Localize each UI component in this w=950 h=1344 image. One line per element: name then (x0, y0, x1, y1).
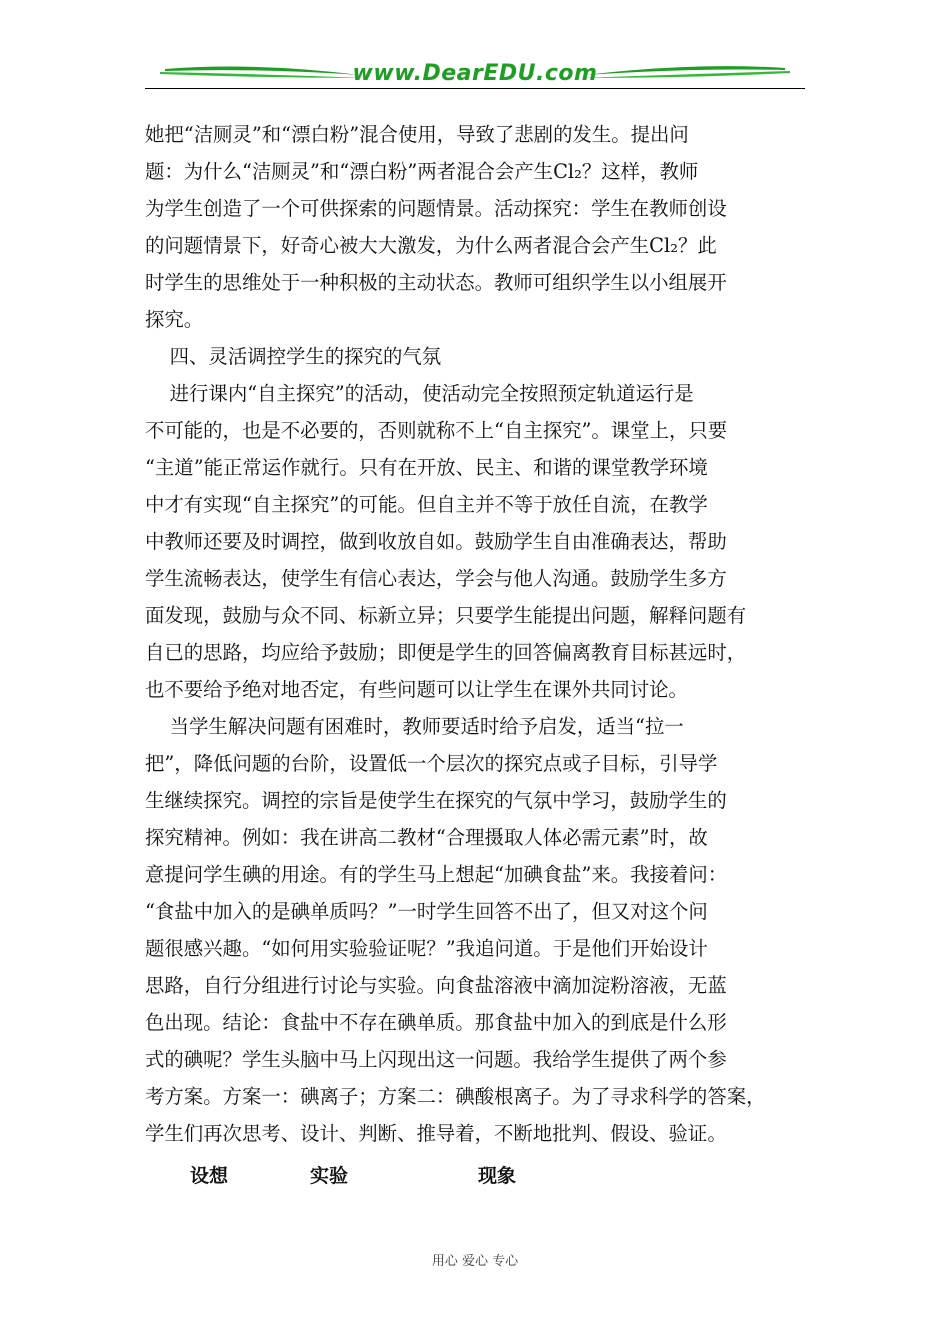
text-line: 式的碘呢？学生头脑中马上闪现出这一问题。我给学生提供了两个参 (145, 1048, 727, 1071)
text-line: “主道”能正常运作就行。只有在开放、民主、和谐的课堂教学环境 (145, 456, 708, 479)
text-line: 学生们再次思考、设计、判断、推导着，不断地批判、假设、验证。 (145, 1122, 727, 1145)
text-line: 为学生创造了一个可供探索的问题情景。活动探究：学生在教师创设 (145, 197, 727, 220)
text-line: 题很感兴趣。“如何用实验验证呢？”我追问道。于是他们开始设计 (145, 937, 708, 960)
text-line: 也不要给予绝对地否定，有些问题可以让学生在课外共同讨论。 (145, 678, 688, 701)
text-line: 探究精神。例如：我在讲高二教材“合理摄取人体必需元素”时，故 (145, 826, 708, 849)
header-divider (145, 88, 805, 89)
text-line: 考方案。方案一：碘离子；方案二：碘酸根离子。为了寻求科学的答案， (145, 1085, 766, 1108)
text-line: 中教师还要及时调控，做到收放自如。鼓励学生自由准确表达，帮助 (145, 530, 727, 553)
text-line: 意提问学生碘的用途。有的学生马上想起“加碘食盐”来。我接着问： (145, 863, 728, 886)
text-line: 当学生解决问题有困难时，教师要适时给予启发，适当“拉一 (145, 715, 684, 738)
text-line: 学生流畅表达，使学生有信心表达，学会与他人沟通。鼓励学生多方 (145, 567, 727, 590)
text-line: 探究。 (145, 308, 204, 331)
text-line: 题：为什么“洁厕灵”和“漂白粉”两者混合会产生Cl₂？这样，教师 (145, 160, 699, 183)
page-footer: 用心 爱心 专心 (431, 1254, 519, 1269)
text-line: 的问题情景下，好奇心被大大激发，为什么两者混合会产生Cl₂？此 (145, 234, 717, 257)
text-line: 进行课内“自主探究”的活动，使活动完全按照预定轨道运行是 (145, 382, 694, 405)
section-heading: 四、灵活调控学生的探究的气氛 (145, 345, 442, 368)
table-header-hypothesis: 设想 (190, 1165, 229, 1187)
table-header-experiment: 实验 (310, 1165, 349, 1187)
text-line: 她把“洁厕灵”和“漂白粉”混合使用，导致了悲剧的发生。提出问 (145, 123, 689, 146)
text-line: 生继续探究。调控的宗旨是使学生在探究的气氛中学习，鼓励学生的 (145, 789, 727, 812)
header-banner (145, 60, 805, 90)
text-line: 面发现，鼓励与众不同、标新立异；只要学生能提出问题，解释问题有 (145, 604, 747, 627)
text-line: 思路，自行分组进行讨论与实验。向食盐溶液中滴加淀粉溶液，无蓝 (145, 974, 727, 997)
text-line: 不可能的，也是不必要的，否则就称不上“自主探究”。课堂上，只要 (145, 419, 728, 442)
text-line: 色出现。结论：食盐中不存在碘单质。那食盐中加入的到底是什么形 (145, 1011, 727, 1034)
text-line: 自已的思路，均应给予鼓励；即便是学生的回答偏离教育目标甚远时， (145, 641, 747, 664)
text-line: 中才有实现“自主探究”的可能。但自主并不等于放任自流，在教学 (145, 493, 708, 516)
text-line: “食盐中加入的是碘单质吗？”一时学生回答不出了，但又对这个问 (145, 900, 708, 923)
text-line: 把”，降低问题的台阶，设置低一个层次的探究点或子目标，引导学 (145, 752, 718, 775)
table-header-phenomenon: 现象 (478, 1165, 517, 1187)
text-line: 时学生的思维处于一种积极的主动状态。教师可组织学生以小组展开 (145, 271, 727, 294)
site-url: www.DearEDU.com (352, 61, 598, 86)
